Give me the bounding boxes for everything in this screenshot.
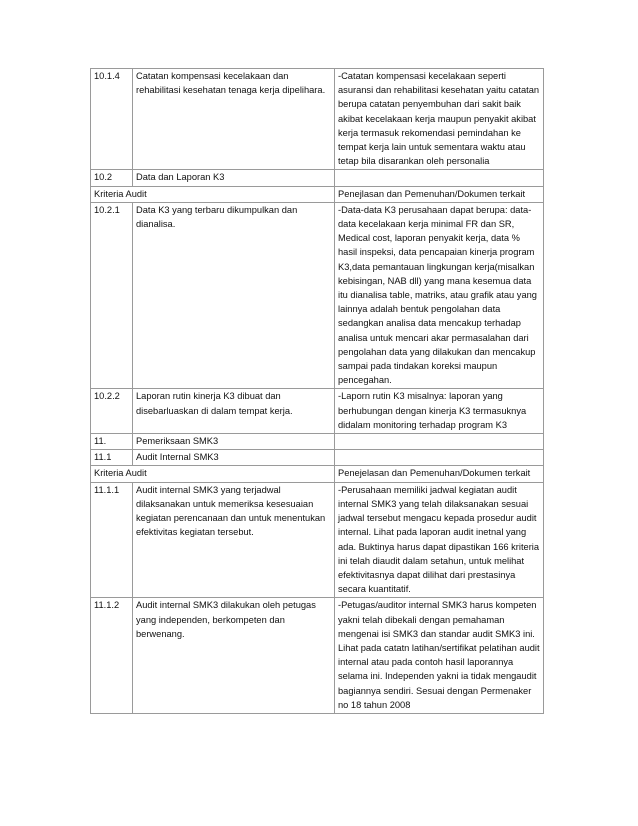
table-row [91,482,544,598]
criterion-text: Data K3 yang terbaru dikumpulkan dan dianalisa. [133,202,335,389]
section-title: Pemeriksaan SMK3 [133,434,335,450]
explanation-text: -Petugas/auditor internal SMK3 harus kompeten yakni telah dibekali dengan pemahaman mengenai isi SMK3 dan standar audit SMK3 ini. Lihat pada catatn latihan/sertifikat pelatihan audit internal atau pada contoh hasil laporannya selama ini. Independen yakni ia tidak mengaudit bagiannya sendiri. Sesuai dengan Permenaker no 18 tahun 2008 [335,598,544,714]
column-header-criteria: Kriteria Audit [91,466,335,482]
section-empty-cell [335,434,544,450]
section-row [91,450,544,466]
criterion-code: 11.1.2 [91,598,133,714]
audit-criteria-table [90,68,544,714]
section-row [91,434,544,450]
column-header-criteria: Kriteria Audit [91,186,335,202]
criterion-code: 10.2.1 [91,202,133,389]
table-row [91,598,544,714]
table-row [91,69,544,170]
column-header-row [91,186,544,202]
criterion-text: Audit internal SMK3 yang terjadwal dilaksanakan untuk memeriksa kesesuaian kegiatan perencanaan dan untuk menentukan efektivitas kegiatan tersebut. [133,482,335,598]
section-code: 11.1 [91,450,133,466]
criterion-text: Laporan rutin kinerja K3 dibuat dan disebarluaskan di dalam tempat kerja. [133,389,335,434]
section-code: 11. [91,434,133,450]
criterion-text: Audit internal SMK3 dilakukan oleh petugas yang independen, berkompeten dan berwenang. [133,598,335,714]
explanation-text: -Laporn rutin K3 misalnya: laporan yang berhubungan dengan kinerja K3 termasuknya didalam monitoring terhadap program K3 [335,389,544,434]
section-empty-cell [335,170,544,186]
explanation-text: -Perusahaan memiliki jadwal kegiatan audit internal SMK3 yang telah dilaksanakan sesuai jadwal tersebut mengacu kepada prosedur audit internal. Lihat pada laporan audit inetnal yang ada. Buktinya harus dapat dipastikan 166 kriteria ini telah diaudit dalam setahun, untuk melihat efektivitasnya dapat dilihat dari prestasinya secara kuantitatif. [335,482,544,598]
section-title: Data dan Laporan K3 [133,170,335,186]
table-row [91,389,544,434]
column-header-explanation: Penejelasan dan Pemenuhan/Dokumen terkait [335,466,544,482]
section-empty-cell [335,450,544,466]
explanation-text: -Data-data K3 perusahaan dapat berupa: data-data kecelakaan kerja minimal FR dan SR, Medical cost, laporan penyakit kerja, data % hasil inspeksi, data pencapaian kinerja program K3,data pemantauan lingkungan kerja(misalkan kebisingan, NAB dll) yang mana kesemua data itu dianalisa table, matriks, atau grafik atau yang lainnya adalah bentuk pengolahan data sedangkan analisa data mencakup terhadap analisa untuk mencari akar permasalahan dari pengolahan data yang dilakukan dan mencakup sampai pada tindakan koreksi maupun pencegahan. [335,202,544,389]
table-row [91,202,544,389]
criterion-text: Catatan kompensasi kecelakaan dan rehabilitasi kesehatan tenaga kerja dipelihara. [133,69,335,170]
criterion-code: 10.2.2 [91,389,133,434]
criterion-code: 11.1.1 [91,482,133,598]
criterion-code: 10.1.4 [91,69,133,170]
section-code: 10.2 [91,170,133,186]
section-title: Audit Internal SMK3 [133,450,335,466]
explanation-text: -Catatan kompensasi kecelakaan seperti asuransi dan rehabilitasi kesehatan yaitu catatan berupa catatan penyembuhan dari sakit baik akibat kecelakaan kerja maupun penyakit akibat kerja termasuk rekomendasi pemindahan ke tempat kerja lain untuk sementara waktu atau tetap bila disarankan oleh personalia [335,69,544,170]
audit-criteria-table-body [91,69,544,714]
column-header-explanation: Penejlasan dan Pemenuhan/Dokumen terkait [335,186,544,202]
column-header-row [91,466,544,482]
section-row [91,170,544,186]
